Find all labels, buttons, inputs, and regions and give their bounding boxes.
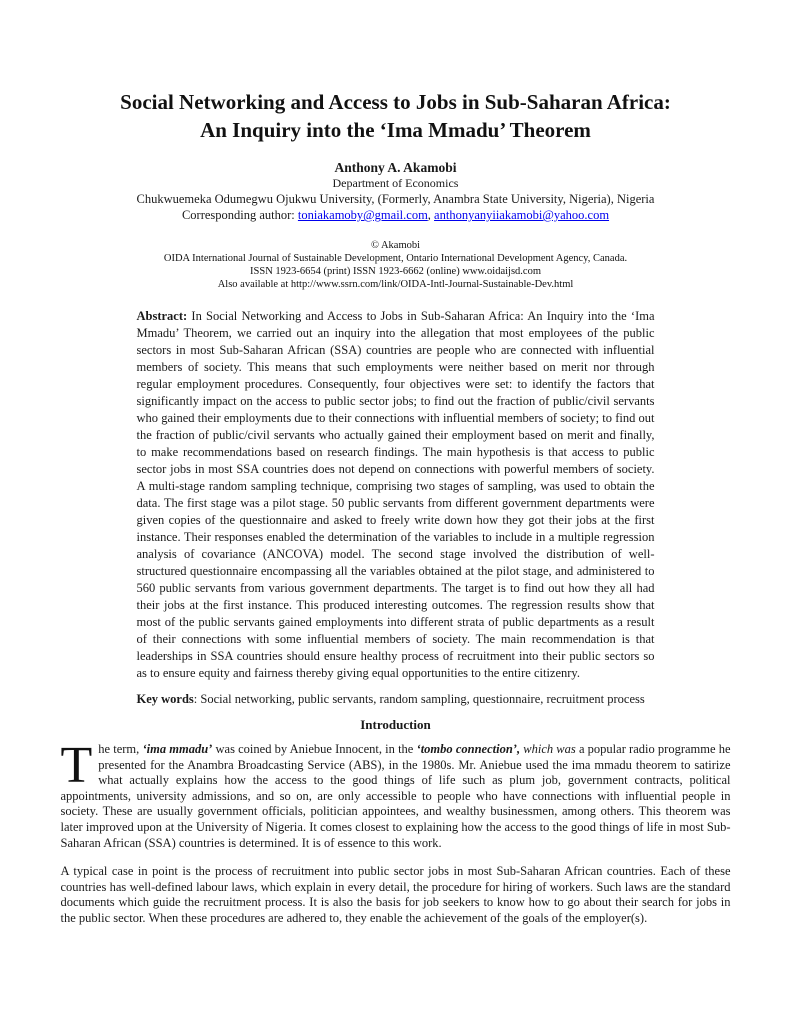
email-link-yahoo[interactable]: anthonyanyiiakamobi@yahoo.com [434, 208, 610, 222]
intro-paragraph-1 [60, 737, 731, 851]
drop-cap: T [60, 737, 93, 794]
journal-line: OIDA International Journal of Sustainable Development, Ontario International Development Agency, Canada. [163, 253, 628, 264]
intro-p1-ima-mmadu-phrase: ‘ima mmadu’ [142, 742, 213, 756]
abstract-text: In Social Networking and Access to Jobs in Sub-Saharan Africa: An Inquiry into the ‘Ima Mmadu’ Theorem, we carried out an inquiry into the allegation that most employees of the public sectors in most Sub-Saharan African (SSA) countries are people who are connected with influential members of society. This means that such employments were neither based on merit nor through regular employment procedures. Consequently, four objectives were set: to identify the factors that significantly impact on the access to public sector jobs; to find out the fraction of public/civil servants who gained their employments due to their connections with influential members of society; to find out the fraction of public/civil servants who actually gained their employment based on merit and finally, to make recommendations based on research findings. The main hypothesis is that access to public sector jobs in most SSA countries does not depend on connections with powerful members of society. A multi-stage random sampling technique, comprising two stages of sampling, was used to obtain the data. The first stage was a pilot stage. 50 public servants from different government departments were given copies of the questionnaire and asked to freely write down how they got their jobs at the first instance. Their responses enabled the determination of the variables to include in a multiple regression analysis of covariance (ANCOVA) model. The second stage involved the distribution of well-structured questionnaire encompassing all the variables obtained at the pilot stage, and administered to 560 public servants from various government departments. The target is to find out how they all had their jobs at the first instance. This produced interesting outcomes. The regression results show that most of the public servants gained employments into different strata of public departments as a result of their connections with some influential members of society. The main recommendation is that leaderships in SSA countries should ensure healthy process of recruitment into their public sectors so as to ensure equity and fairness thereby giving equal opportunities to the entire citizenry. [136, 309, 655, 680]
corresponding-author-label: Corresponding author: [181, 208, 298, 222]
keywords-text: : Social networking, public servants, random sampling, questionnaire, recruitment process [193, 692, 645, 706]
publisher-block [0, 239, 791, 291]
availability-line: Also available at http://www.ssrn.com/link/OIDA-Intl-Journal-Sustainable-Dev.html [217, 279, 574, 290]
intro-paragraph-2: A typical case in point is the process of recruitment into public sector jobs in most Sub-Saharan African countries. Each of these countries has well-defined labour laws, which explain in every detail, the procedure for hiring of workers. Such laws are the standard documents which guide the recruitment process. It is also the basis for job seekers to know how to go about their search for jobs in the public sector. When these procedures are adhered to, they enable the achievement of the goals of the employer(s). [60, 864, 731, 925]
abstract-label: Abstract: [136, 309, 188, 323]
intro-p1-seg3: was coined by Aniebue Innocent, in the [212, 742, 417, 756]
intro-p1-which-was-phrase: which was [523, 742, 576, 756]
email-separator: , [427, 208, 435, 222]
intro-p1-tombo-connection-phrase: ‘tombo connection’, [416, 742, 524, 756]
abstract-paragraph [137, 308, 655, 682]
keywords-paragraph [137, 691, 655, 708]
intro-p1-seg6: a popular radio programme he presented for the Anambra Broadcasting Service (ABS), in the 1980s. Mr. Aniebue used the ima mmadu theorem to satirize what actually explains how the access to the good things of life such as plum job, government contracts, political appointments, university admissions, and so on, are only accessible to people who have connections with influential people in society. These are usually government officials, politician appointees, and wealthy businessmen, among others. This theorem was later improved upon at the University of Nigeria. It comes closest to explaining how the access to the good things of life in most Sub-Saharan African (SSA) countries is determined. It is of essence to this work. [60, 742, 731, 850]
author-block [0, 159, 791, 224]
paper-title: Social Networking and Access to Jobs in Sub-Saharan Africa: An Inquiry into the ‘Ima Mmadu’ Theorem [120, 90, 671, 142]
author-name: Anthony A. Akamobi [334, 160, 457, 175]
corresponding-author-line [0, 207, 791, 224]
email-link-gmail[interactable]: toniakamoby@gmail.com [297, 208, 428, 222]
issn-line: ISSN 1923-6654 (print) ISSN 1923-6662 (online) www.oidaijsd.com [250, 266, 541, 277]
author-affiliation: Chukwuemeka Odumegwu Ojukwu University, (Formerly, Anambra State University, Nigeria), Nigeria [136, 192, 655, 206]
copyright-line: © Akamobi [370, 240, 421, 251]
intro-p1-seg1: he term, [98, 742, 143, 756]
author-department: Department of Economics [332, 176, 459, 190]
keywords-label: Key words [136, 692, 194, 706]
introduction-heading: Introduction [360, 717, 431, 732]
